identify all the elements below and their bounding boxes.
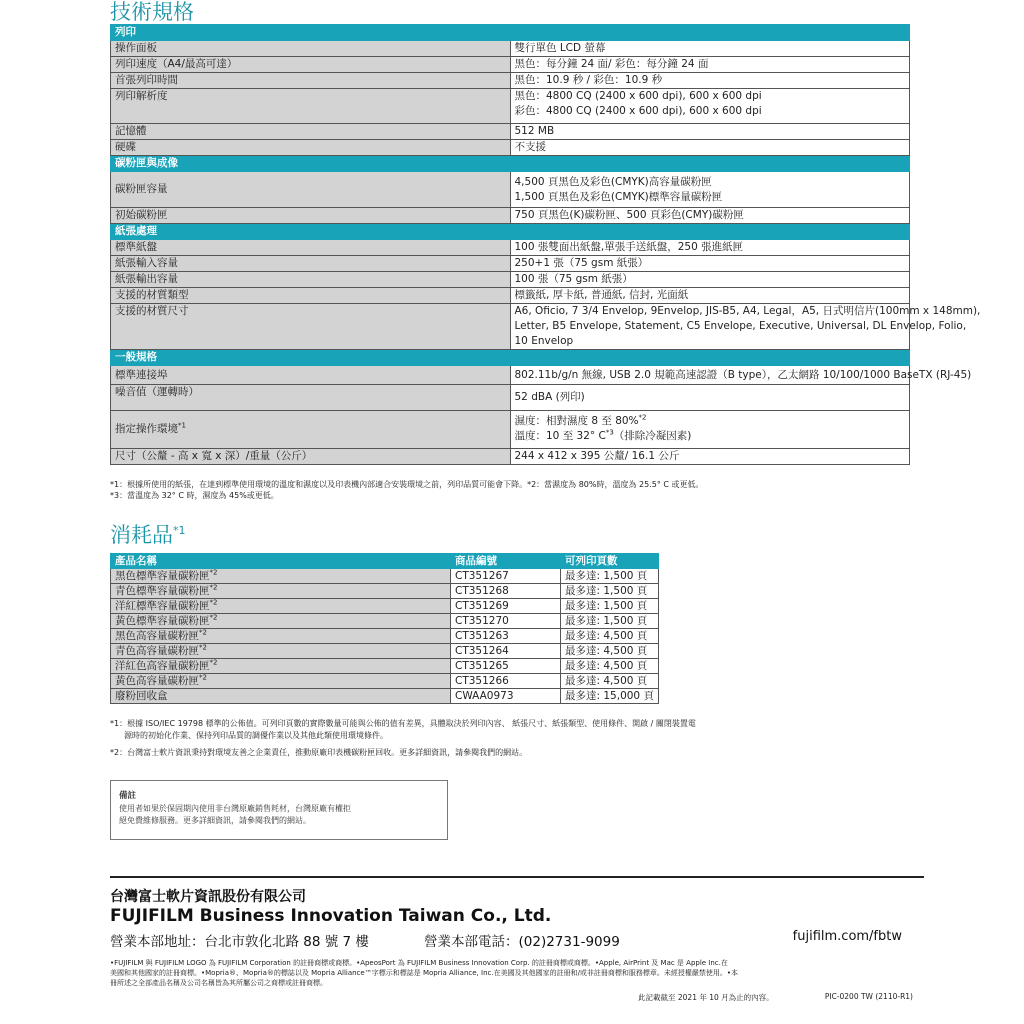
consumables-table — [110, 553, 659, 704]
row-noise: 噪音值（運轉時） 52 dBA (列印) — [111, 385, 910, 411]
remark-title: 備註 — [119, 791, 137, 801]
table-row: 黃色高容量碳粉匣$^{*2}$ CT351266 最多達: 4,500 頁 — [111, 674, 659, 689]
consumables-header: 產品名稱 商品編號 可列印頁數 — [111, 554, 659, 569]
spec-note-1: *1：根據所使用的紙張，在達到標準使用環境的溫度和濕度以及印表機內部適合安裝環境之前，列印品質可能會下降。*2：當濕度為 80%時，溫度為 25.5° C 或更低。 — [110, 480, 704, 489]
section-paper: 紙張處理 — [111, 224, 910, 240]
row-mem: 記憶體 512 MB — [111, 124, 910, 140]
content-date-note: 此記載截至 2021 年 10 月為止的內容。 — [638, 993, 774, 1002]
row-dim: 尺寸（公釐 - 高 x 寬 x 深）/重量（公斤） 244 x 412 x 395 公釐/ 16.1 公斤 — [111, 449, 910, 465]
remark-text: 使用者如果於保固期內使用非台灣原廠銷售耗材，台灣原廠有權拒 絕免費維修服務。更多詳細資訊，請參閱我們的網站。 — [119, 804, 351, 825]
spec-notes — [110, 479, 910, 501]
consumables-notes — [110, 718, 910, 759]
row-speed: 列印速度（A4/最高可達） 黑色：每分鐘 24 面/ 彩色：每分鐘 24 面 — [111, 57, 910, 73]
row-hdd: 硬碟 不支援 — [111, 140, 910, 156]
company-website-link[interactable]: fujifilm.com/fbtw — [792, 929, 902, 944]
spec-title: 技術規格 — [110, 0, 194, 24]
row-panel: 操作面板 雙行單色 LCD 螢幕 — [111, 41, 910, 57]
table-row: 洋紅標準容量碳粉匣$^{*2}$ CT351269 最多達: 1,500 頁 — [111, 599, 659, 614]
row-env: 指定操作環境$^{*1}$ 濕度：相對濕度 8 至 80%$^{*2}$ 溫度：10 至 32° $C^{*3}$（排除冷凝因素) — [111, 411, 910, 449]
legal-notice: •FUJIFILM 與 FUJIFILM LOGO 為 FUJIFILM Corporation 的註冊商標或商標。•ApeosPort 為 FUJIFILM Business Innovation Corp. 的註冊商標或商標。•Apple, AirPrint 及 Mac 是 Apple Inc.在 美國和其他國家的註冊商標。•Mopria®、Mopria®的標誌以及 Mopria Alliance™字標示和標誌是 Mopria Alliance, Inc.在美國及其他國家的註冊和/或非註冊商標和服務標章。未經授權嚴禁使用。•本 冊所述之全部產品名稱及公司名稱皆為其所屬公司之商標或註冊商標。 — [110, 959, 739, 987]
company-name-en: FUJIFILM Business Innovation Taiwan Co., Ltd. — [110, 906, 552, 926]
row-size: 支援的材質尺寸 A6, Oficio, 7 3/4 Envelop, 9Envelop, JIS-B5, A4, Legal，A5, 日式明信片(100mm x 148mm), Letter, B5 Envelope, Statement, C5 Envelope, Executive, Universal, DL Envelop, Folio, 10 Envelop — [111, 304, 910, 350]
consumables-note-2: *2：台灣富士軟片資訊秉持對環境友善之企業責任，推動原廠印表機碳粉匣回收。更多詳細資訊，請參閱我們的網站。 — [110, 748, 528, 757]
table-row: 青色高容量碳粉匣$^{*2}$ CT351264 最多達: 4,500 頁 — [111, 644, 659, 659]
consumables-note-1: *1：根據 ISO/IEC 19798 標準的公佈值。可列印頁數的實際數量可能與公佈的值有差異，具體取決於列印內容、 紙張尺寸、紙張類型、使用條件、開啟 / 關閉裝置電 — [110, 719, 696, 728]
spec-note-2: *3：當溫度為 32° C 時，濕度為 45%或更低。 — [110, 491, 279, 500]
row-type: 支援的材質類型 標籤紙, 厚卡紙, 普通紙, 信封, 光面紙 — [111, 288, 910, 304]
spec-table — [110, 24, 981, 465]
row-first: 首張列印時間 黑色：10.9 秒 / 彩色：10.9 秒 — [111, 73, 910, 89]
table-row: 洋紅色高容量碳粉匣$^{*2}$ CT351265 最多達: 4,500 頁 — [111, 659, 659, 674]
row-out: 紙張輸出容量 100 張（75 gsm 紙張） — [111, 272, 910, 288]
row-if: 標準連接埠 802.11b/g/n 無線, USB 2.0 規範高速認證（B type），乙太網路 10/100/1000 BaseTX (RJ-45) — [111, 366, 910, 385]
table-row: 黑色高容量碳粉匣$^{*2}$ CT351263 最多達: 4,500 頁 — [111, 629, 659, 644]
table-row: 黃色標準容量碳粉匣$^{*2}$ CT351270 最多達: 1,500 頁 — [111, 614, 659, 629]
document-code: PIC-0200 TW (2110-R1) — [824, 992, 913, 1001]
consumables-note-1-cont: 源時的初始化作業、保持列印品質的調優作業以及其他此類使用環境條件。 — [124, 731, 388, 740]
section-print: 列印 — [111, 25, 910, 41]
row-init: 初始碳粉匣 750 頁黑色(K)碳粉匣、500 頁彩色(CMY)碳粉匣 — [111, 208, 910, 224]
row-tray: 標準紙盤 100 張雙面出紙盤,單張手送紙盤，250 張進紙匣 — [111, 240, 910, 256]
table-row: 青色標準容量碳粉匣$^{*2}$ CT351268 最多達: 1,500 頁 — [111, 584, 659, 599]
section-general: 一般規格 — [111, 350, 910, 366]
remark-box — [110, 780, 448, 840]
row-res: 列印解析度 黑色：4800 CQ (2400 x 600 dpi), 600 x 600 dpi 彩色：4800 CQ (2400 x 600 dpi), 600 x 600 dpi — [111, 89, 910, 124]
section-toner: 碳粉匣與成像 — [111, 156, 910, 172]
table-row: 廢粉回收盒 CWAA0973 最多達: 15,000 頁 — [111, 689, 659, 704]
company-phone: 營業本部電話：(02)2731-9099 — [424, 934, 620, 950]
company-name-zh: 台灣富士軟片資訊股份有限公司 — [110, 889, 306, 905]
table-row: 黑色標準容量碳粉匣$^{*2}$ CT351267 最多達: 1,500 頁 — [111, 569, 659, 584]
company-address: 營業本部地址：台北市敦化北路 88 號 7 樓 — [110, 934, 369, 950]
row-cart: 碳粉匣容量 4,500 頁黑色及彩色(CMYK)高容量碳粉匣 1,500 頁黑色及彩色(CMYK)標準容量碳粉匣 — [111, 172, 910, 208]
footer-divider — [110, 876, 924, 878]
consumables-title: 消耗品$^{*1}$ — [110, 523, 186, 547]
row-in: 紙張輸入容量 250+1 張（75 gsm 紙張） — [111, 256, 910, 272]
